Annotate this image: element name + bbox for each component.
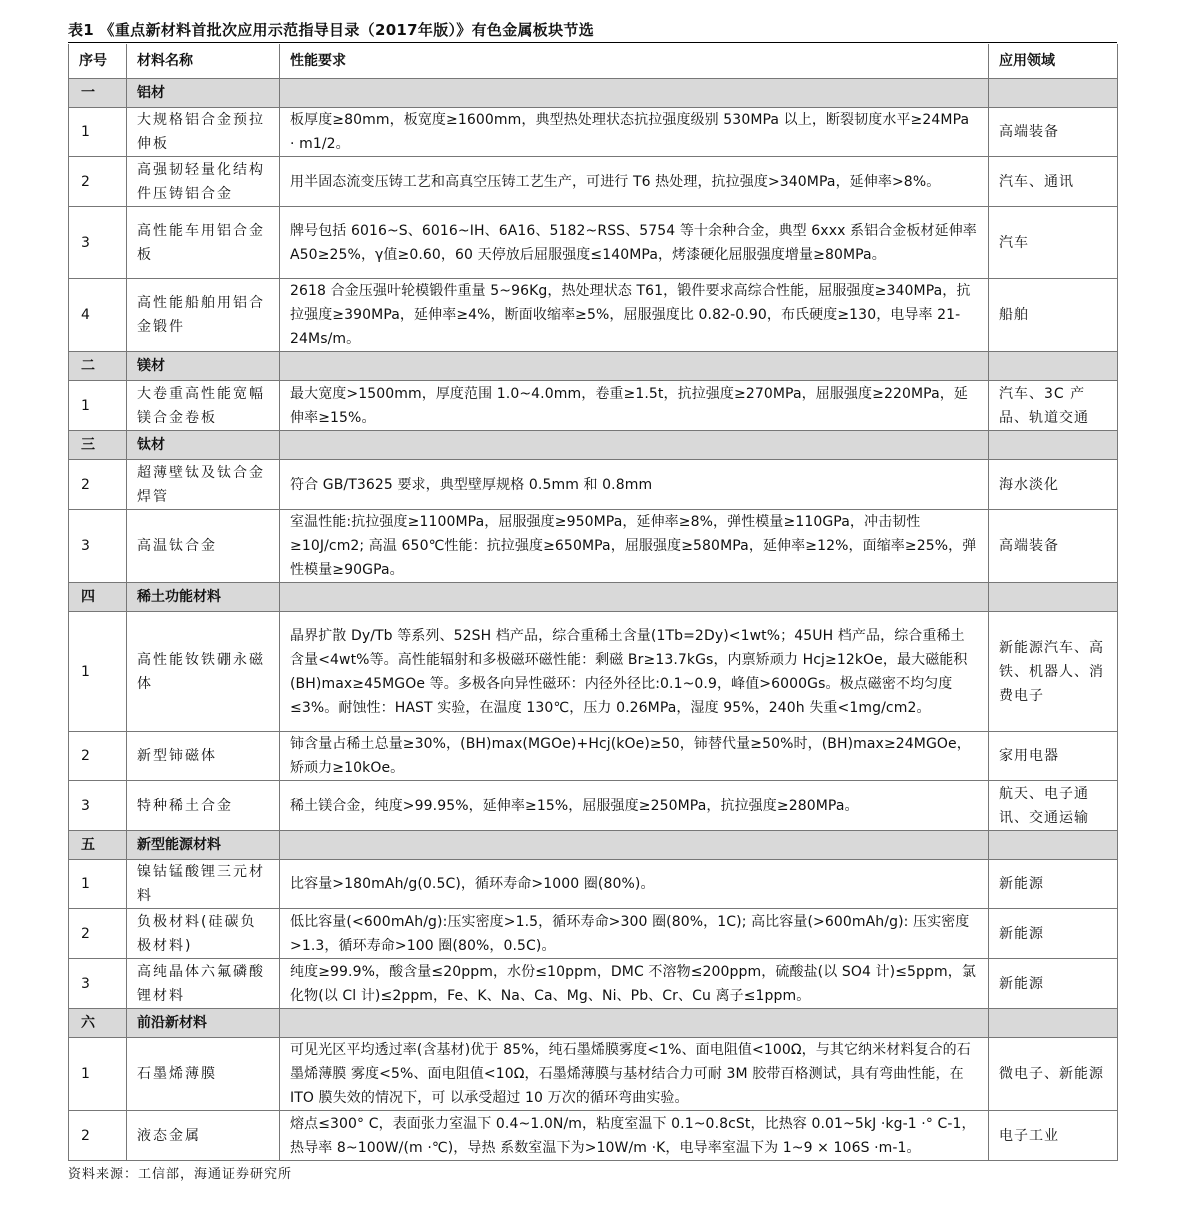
row-seq: 3 [69,781,127,831]
category-row [69,583,1118,612]
application-field: 汽车、通讯 [989,157,1118,207]
application-field: 新能源 [989,860,1118,909]
category-blank [989,431,1118,460]
category-label: 钛材 [127,431,280,460]
table-row [69,207,1118,279]
row-seq: 2 [69,732,127,781]
table-row [69,612,1118,732]
row-seq: 2 [69,1111,127,1161]
row-seq: 3 [69,510,127,583]
category-blank [989,831,1118,860]
material-name: 高温钛合金 [127,510,280,583]
performance-requirement: 牌号包括 6016~S、6016~IH、6A16、5182~RSS、5754 等十余种合金，典型 6xxx 系铝合金板材延伸率 A50≥25%，γ值≥0.60，60 天停放后屈服强度≤140MPa，烤漆硬化屈服强度增量≥80MPa。 [280,207,989,279]
category-number: 一 [69,79,127,108]
materials-table [68,44,1118,1161]
category-number: 四 [69,583,127,612]
row-seq: 2 [69,157,127,207]
category-blank [280,79,989,108]
application-field: 新能源 [989,909,1118,959]
category-blank [280,583,989,612]
material-name: 石墨烯薄膜 [127,1038,280,1111]
application-field: 船舶 [989,279,1118,352]
material-name: 镍钴锰酸锂三元材料 [127,860,280,909]
header-performance: 性能要求 [280,44,989,79]
row-seq: 1 [69,381,127,431]
category-row [69,352,1118,381]
category-label: 镁材 [127,352,280,381]
category-label: 铝材 [127,79,280,108]
row-seq: 1 [69,860,127,909]
table-row [69,781,1118,831]
header-application: 应用领域 [989,44,1118,79]
performance-requirement: 符合 GB/T3625 要求，典型壁厚规格 0.5mm 和 0.8mm [280,460,989,510]
material-name: 新型铈磁体 [127,732,280,781]
category-blank [280,1009,989,1038]
application-field: 高端装备 [989,510,1118,583]
header-row [69,44,1118,79]
table-row [69,959,1118,1009]
row-seq: 1 [69,1038,127,1111]
material-name: 大规格铝合金预拉伸板 [127,108,280,157]
application-field: 新能源 [989,959,1118,1009]
category-label: 稀土功能材料 [127,583,280,612]
performance-requirement: 低比容量(<600mAh/g):压实密度>1.5，循环寿命>300 圈(80%，1C); 高比容量(>600mAh/g): 压实密度>1.3，循环寿命>100 圈(80%，0.5C)。 [280,909,989,959]
performance-requirement: 室温性能:抗拉强度≥1100MPa，屈服强度≥950MPa，延伸率≥8%，弹性模量≥110GPa，冲击韧性≥10J/cm2; 高温 650℃性能：抗拉强度≥650MPa，屈服强度≥580MPa，延伸率≥12%，面缩率≥25%，弹性模量≥90GPa。 [280,510,989,583]
row-seq: 3 [69,207,127,279]
material-name: 液态金属 [127,1111,280,1161]
source-note: 资料来源：工信部，海通证券研究所 [68,1167,293,1182]
table-row [69,108,1118,157]
row-seq: 1 [69,108,127,157]
application-field: 航天、电子通讯、交通运输 [989,781,1118,831]
category-row [69,431,1118,460]
category-label: 新型能源材料 [127,831,280,860]
table-title: 表1 《重点新材料首批次应用示范指导目录（2017年版）》有色金属板块节选 [68,21,595,39]
header-seq: 序号 [69,44,127,79]
performance-requirement: 用半固态流变压铸工艺和高真空压铸工艺生产，可进行 T6 热处理，抗拉强度>340MPa，延伸率>8%。 [280,157,989,207]
performance-requirement: 可见光区平均透过率(含基材)优于 85%，纯石墨烯膜雾度<1%、面电阻值<100Ω，与其它纳米材料复合的石墨烯薄膜 雾度<5%、面电阻值<10Ω，石墨烯薄膜与基材结合力可耐 3M 胶带百格测试，具有弯曲性能，在 ITO 膜失效的情况下，可 以承受超过 10 万次的循环弯曲实验。 [280,1038,989,1111]
application-field: 海水淡化 [989,460,1118,510]
table-row [69,279,1118,352]
category-number: 三 [69,431,127,460]
category-row [69,831,1118,860]
application-field: 微电子、新能源 [989,1038,1118,1111]
application-field: 新能源汽车、高铁、机器人、消费电子 [989,612,1118,732]
row-seq: 3 [69,959,127,1009]
category-number: 二 [69,352,127,381]
material-name: 超薄壁钛及钛合金焊管 [127,460,280,510]
material-name: 高性能钕铁硼永磁体 [127,612,280,732]
header-name: 材料名称 [127,44,280,79]
material-name: 大卷重高性能宽幅镁合金卷板 [127,381,280,431]
table-row [69,732,1118,781]
category-number: 六 [69,1009,127,1038]
performance-requirement: 2618 合金压强叶轮模锻件重量 5~96Kg，热处理状态 T61，锻件要求高综合性能，屈服强度≥340MPa，抗拉强度≥390MPa，延伸率≥4%，断面收缩率≥5%，屈服强度比 0.82-0.90，布氏硬度≥130，电导率 21-24Ms/m。 [280,279,989,352]
table-row [69,1111,1118,1161]
material-name: 高强韧轻量化结构件压铸铝合金 [127,157,280,207]
category-blank [280,352,989,381]
row-seq: 4 [69,279,127,352]
row-seq: 2 [69,909,127,959]
category-blank [989,1009,1118,1038]
material-name: 高性能车用铝合金板 [127,207,280,279]
category-label: 前沿新材料 [127,1009,280,1038]
application-field: 高端装备 [989,108,1118,157]
table-row [69,1038,1118,1111]
performance-requirement: 稀土镁合金，纯度>99.95%，延伸率≥15%，屈服强度≥250MPa，抗拉强度≥280MPa。 [280,781,989,831]
table-row [69,860,1118,909]
category-blank [280,831,989,860]
title-rule [68,42,1117,43]
category-row [69,79,1118,108]
material-name: 负极材料(硅碳负极材料) [127,909,280,959]
performance-requirement: 最大宽度>1500mm，厚度范围 1.0~4.0mm，卷重≥1.5t，抗拉强度≥270MPa，屈服强度≥220MPa，延伸率≥15%。 [280,381,989,431]
performance-requirement: 板厚度≥80mm，板宽度≥1600mm，典型热处理状态抗拉强度级别 530MPa 以上，断裂韧度水平≥24MPa · m1/2。 [280,108,989,157]
material-name: 特种稀土合金 [127,781,280,831]
category-blank [989,352,1118,381]
table-row [69,460,1118,510]
table-row [69,157,1118,207]
row-seq: 1 [69,612,127,732]
performance-requirement: 晶界扩散 Dy/Tb 等系列、52SH 档产品，综合重稀土含量(1Tb=2Dy)<1wt%；45UH 档产品，综合重稀土含量<4wt%等。高性能辐射和多极磁环磁性能：剩磁 Br≥13.7kGs，内禀矫顽力 Hcj≥12kOe，最大磁能积(BH)max≥45MGOe 等。多极各向异性磁环：内径外径比:0.1~0.9，峰值>6000Gs。极点磁密不均匀度≤3%。耐蚀性：HAST 实验，在温度 130℃，压力 0.26MPa，湿度 95%，240h 失重<1mg/cm2。 [280,612,989,732]
table-body [69,79,1118,1161]
table-row [69,909,1118,959]
category-row [69,1009,1118,1038]
material-name: 高纯晶体六氟磷酸锂材料 [127,959,280,1009]
performance-requirement: 纯度≥99.9%，酸含量≤20ppm，水份≤10ppm，DMC 不溶物≤200ppm，硫酸盐(以 SO4 计)≤5ppm，氯化物(以 Cl 计)≤2ppm，Fe、K、Na、Ca、Mg、Ni、Pb、Cr、Cu 离子≤1ppm。 [280,959,989,1009]
application-field: 电子工业 [989,1111,1118,1161]
row-seq: 2 [69,460,127,510]
performance-requirement: 熔点≤300° C，表面张力室温下 0.4~1.0N/m，粘度室温下 0.1~0.8cSt，比热容 0.01~5kJ ·kg-1 ·° C-1，热导率 8~100W/(m ·℃)，导热 系数室温下为>10W/m ·K，电导率室温下为 1~9 × 106S ·m-1。 [280,1111,989,1161]
performance-requirement: 比容量>180mAh/g(0.5C)，循环寿命>1000 圈(80%)。 [280,860,989,909]
category-blank [989,583,1118,612]
table-row [69,510,1118,583]
category-blank [280,431,989,460]
application-field: 汽车 [989,207,1118,279]
category-number: 五 [69,831,127,860]
application-field: 家用电器 [989,732,1118,781]
category-blank [989,79,1118,108]
application-field: 汽车、3C 产品、轨道交通 [989,381,1118,431]
table-row [69,381,1118,431]
performance-requirement: 铈含量占稀土总量≥30%，(BH)max(MGOe)+Hcj(kOe)≥50，铈替代量≥50%时，(BH)max≥24MGOe，矫顽力≥10kOe。 [280,732,989,781]
material-name: 高性能船舶用铝合金锻件 [127,279,280,352]
